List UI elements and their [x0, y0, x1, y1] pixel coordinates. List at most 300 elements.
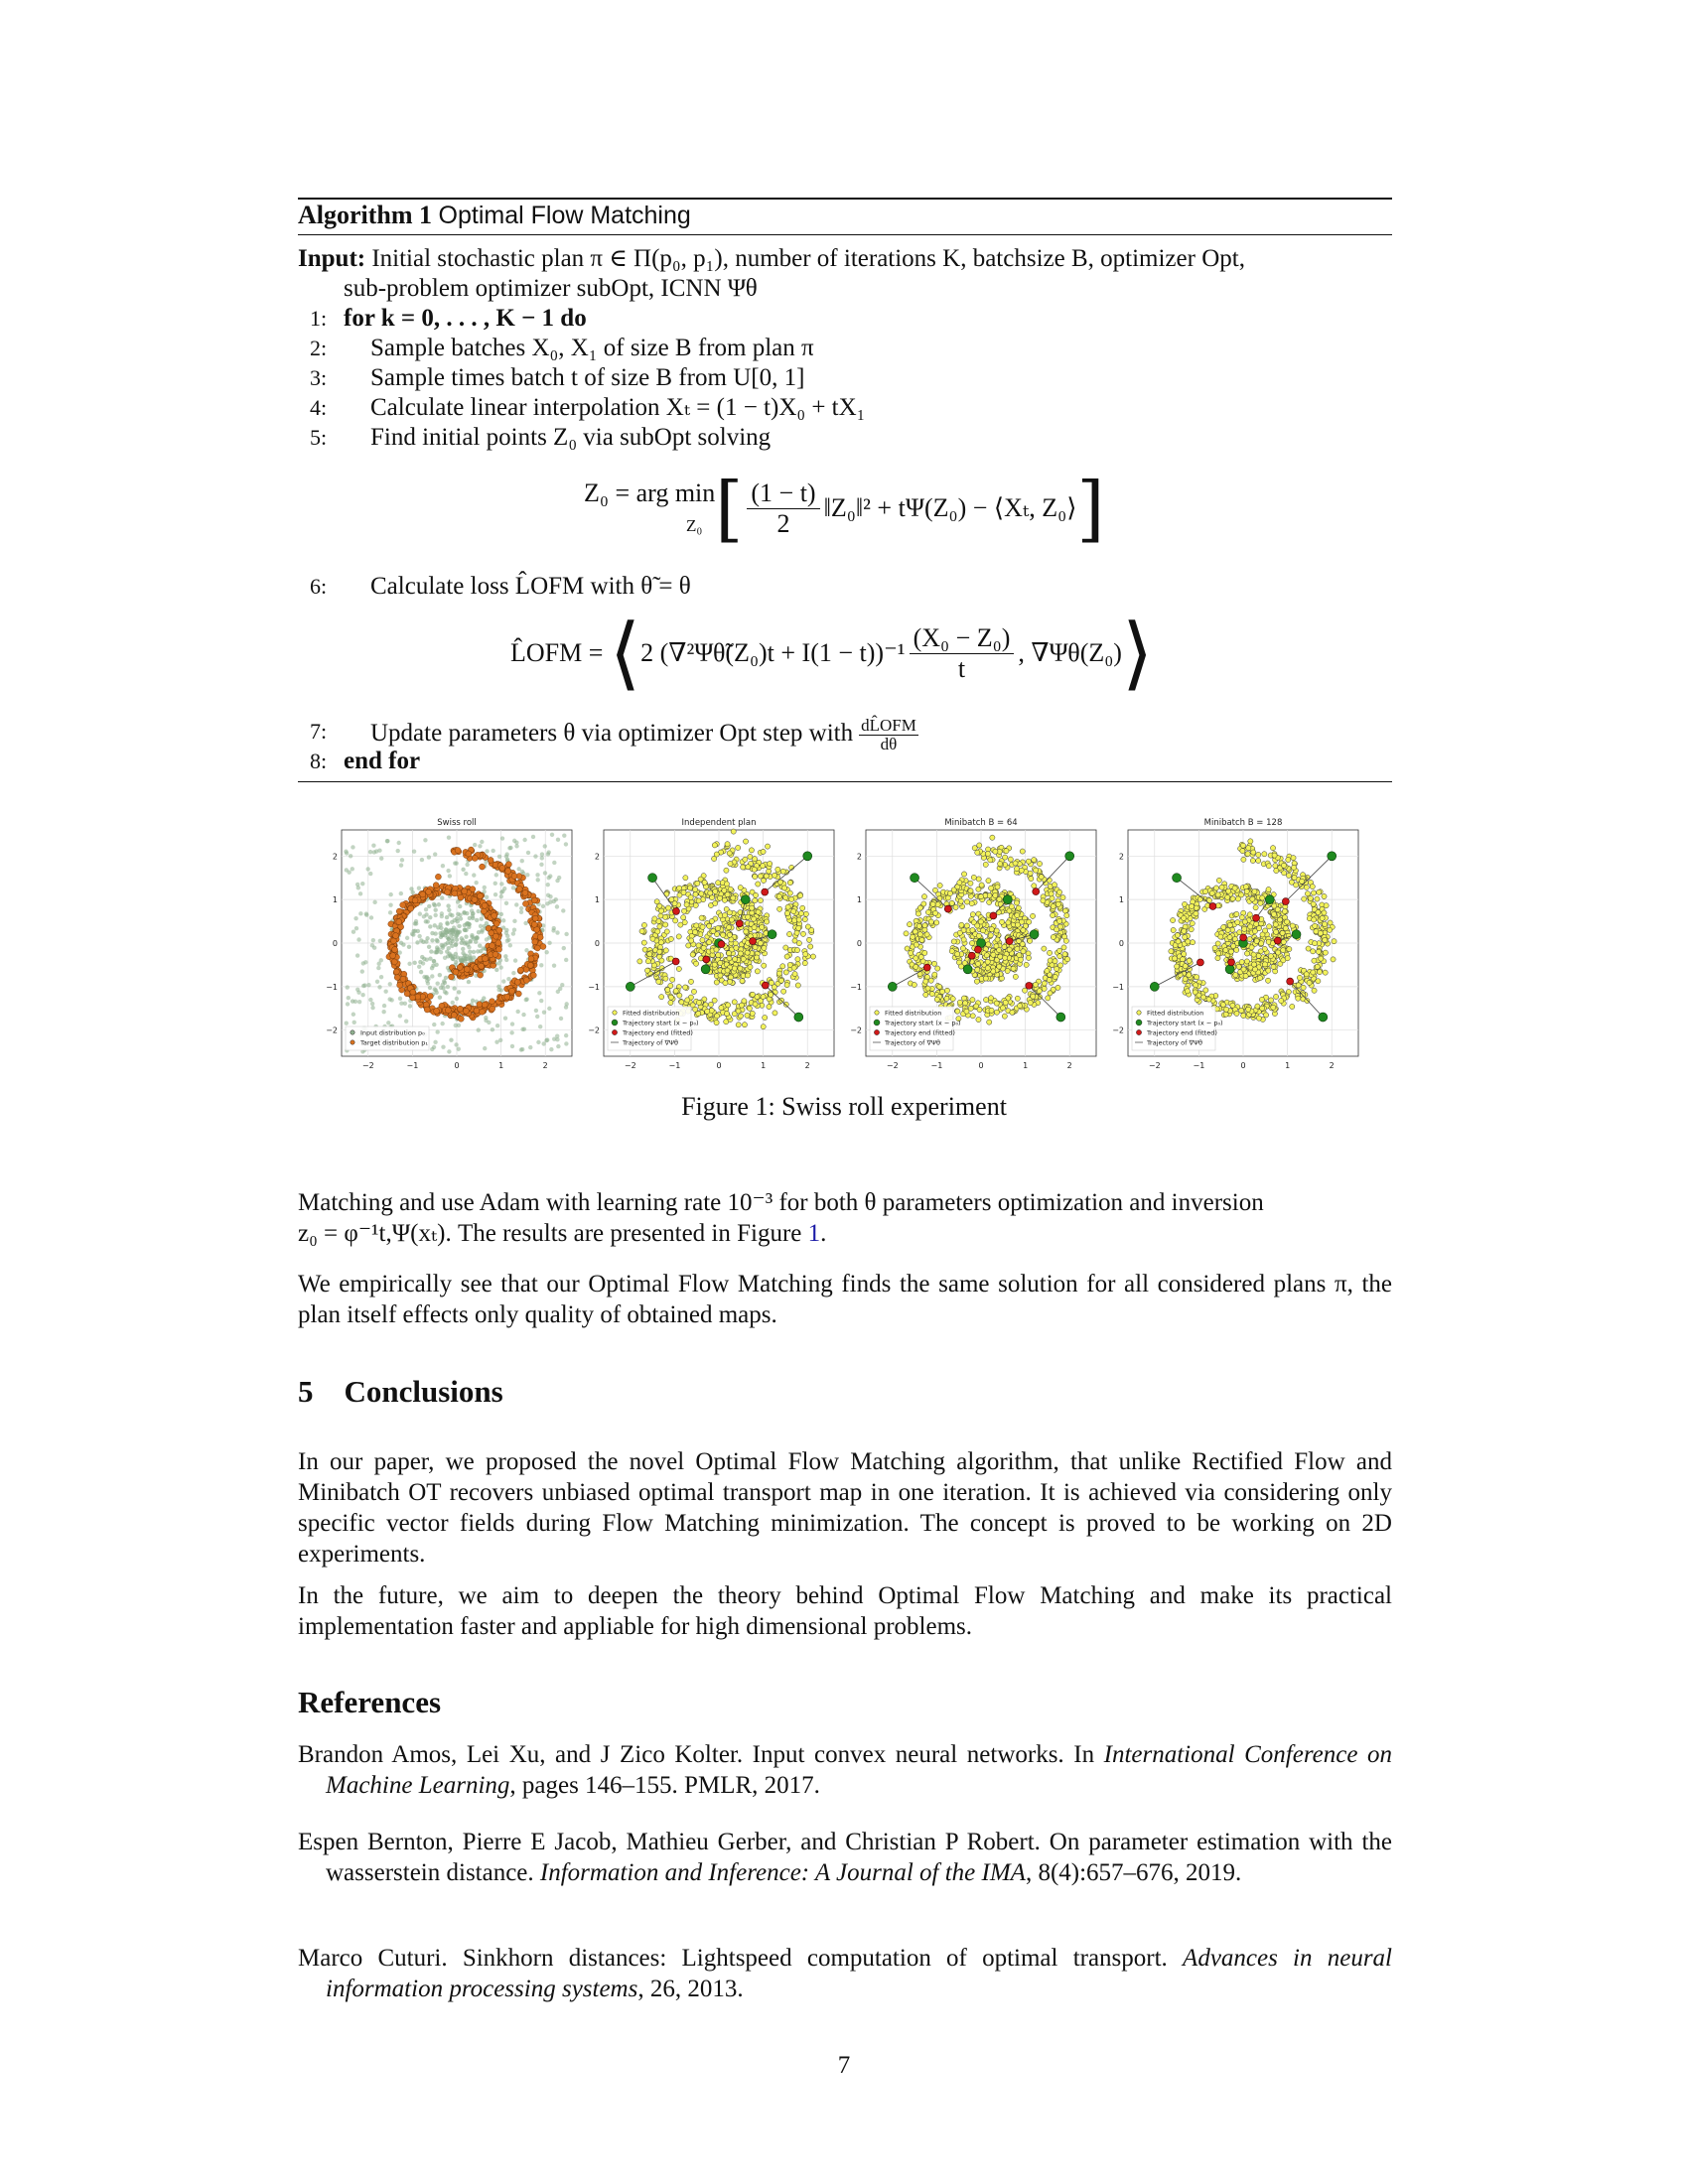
- trajectory-start: [1292, 930, 1301, 939]
- input-point: [447, 908, 451, 912]
- fitted-point: [775, 867, 780, 872]
- fitted-point: [961, 872, 966, 877]
- x-tick-label: 0: [716, 1061, 722, 1070]
- input-point: [388, 902, 392, 906]
- input-point: [552, 861, 556, 865]
- fitted-point: [1271, 964, 1276, 969]
- fitted-point: [1189, 927, 1194, 932]
- input-point: [357, 1000, 361, 1004]
- input-point: [449, 1037, 453, 1041]
- page-number: 7: [837, 2052, 851, 2079]
- fitted-point: [962, 1001, 967, 1006]
- input-point: [500, 836, 504, 840]
- input-point: [420, 955, 424, 959]
- fitted-point: [1305, 891, 1310, 896]
- fitted-point: [673, 918, 678, 923]
- input-point: [515, 1010, 519, 1014]
- fitted-point: [687, 886, 692, 890]
- input-point: [452, 955, 456, 959]
- fitted-point: [914, 942, 918, 947]
- fitted-point: [691, 989, 696, 994]
- input-point: [399, 891, 403, 895]
- fitted-point: [765, 919, 770, 924]
- fitted-point: [696, 1011, 701, 1016]
- fitted-point: [786, 931, 791, 936]
- fitted-point: [1322, 921, 1327, 926]
- target-point: [451, 1013, 457, 1019]
- target-point: [448, 974, 454, 980]
- input-point: [345, 1022, 349, 1025]
- equation-argmin: Z₀ = arg min Z₀ [ $\frac{(1 - t)}{2}$ ‖Z₀‖² + tΨ(Z₀) − ⟨Xₜ, Z₀⟩]: [584, 467, 1105, 550]
- step-number: 8:: [310, 749, 328, 773]
- input-point: [351, 999, 354, 1003]
- input-point: [433, 908, 437, 912]
- x-tick-label: −2: [1148, 1061, 1161, 1070]
- trajectory-start: [701, 965, 710, 974]
- fitted-point: [950, 997, 955, 1002]
- input-point: [503, 954, 507, 958]
- input-point: [457, 924, 461, 928]
- trajectory-end: [974, 946, 981, 953]
- fitted-point: [745, 973, 750, 978]
- fitted-point: [977, 1007, 982, 1012]
- fitted-point: [1312, 941, 1317, 946]
- fitted-point: [658, 940, 663, 945]
- input-point: [439, 926, 443, 930]
- fitted-point: [1262, 852, 1267, 857]
- fitted-point: [776, 893, 781, 898]
- fitted-point: [928, 978, 933, 983]
- fitted-point: [718, 973, 723, 978]
- fitted-point: [1266, 887, 1271, 891]
- target-point: [472, 855, 478, 861]
- fitted-point: [1241, 1013, 1246, 1018]
- input-point: [349, 854, 352, 858]
- reference-item: Marco Cuturi. Sinkhorn distances: Lightspeed computation of optimal transport. Advances in neural information processing systems, 26, 2013.: [298, 1945, 1392, 2002]
- target-point: [499, 865, 505, 871]
- fitted-point: [1021, 927, 1026, 932]
- fitted-point: [1250, 896, 1255, 901]
- input-point: [427, 945, 431, 949]
- input-point: [468, 950, 472, 954]
- fitted-point: [997, 896, 1002, 901]
- fitted-point: [934, 997, 939, 1002]
- legend-label: Trajectory start (x ~ p₀): [1147, 1019, 1223, 1027]
- fitted-point: [1248, 924, 1253, 929]
- algorithm-top-rule: [298, 198, 1392, 200]
- fitted-point: [762, 963, 767, 968]
- fitted-point: [1175, 932, 1180, 937]
- fitted-point: [970, 998, 975, 1003]
- x-tick-label: 0: [978, 1061, 984, 1070]
- fitted-point: [1317, 889, 1322, 894]
- fitted-point: [1300, 879, 1305, 884]
- target-point: [474, 1008, 480, 1014]
- fitted-point: [932, 887, 937, 892]
- target-point: [492, 933, 498, 939]
- fitted-point: [1047, 977, 1052, 982]
- input-point: [510, 1044, 514, 1048]
- fitted-point: [678, 922, 683, 927]
- fitted-point: [699, 915, 704, 920]
- fitted-point: [1202, 889, 1207, 894]
- input-point: [548, 894, 552, 898]
- fitted-point: [1064, 957, 1069, 962]
- fitted-point: [912, 982, 916, 987]
- target-point: [492, 912, 497, 918]
- y-tick-label: −2: [588, 1025, 600, 1035]
- fitted-point: [986, 879, 991, 884]
- fitted-point: [1273, 994, 1278, 999]
- input-point: [476, 949, 480, 953]
- trajectory-start: [1150, 982, 1159, 991]
- target-point: [434, 1008, 440, 1014]
- fitted-point: [668, 1000, 673, 1005]
- fitted-point: [922, 923, 927, 928]
- target-point: [445, 1008, 451, 1014]
- fitted-point: [1331, 957, 1336, 962]
- fitted-point: [993, 849, 998, 854]
- legend-marker: [1136, 1020, 1142, 1025]
- fitted-point: [642, 947, 647, 952]
- fitted-point: [780, 869, 785, 874]
- fitted-point: [957, 1000, 962, 1005]
- fitted-point: [744, 929, 749, 934]
- fitted-point: [714, 1014, 719, 1019]
- y-tick-label: 1: [332, 895, 338, 905]
- input-point: [446, 985, 450, 989]
- fitted-point: [1306, 946, 1311, 951]
- fitted-point: [724, 868, 729, 873]
- fitted-point: [745, 1013, 750, 1018]
- fitted-point: [665, 987, 670, 992]
- fitted-point: [1318, 930, 1323, 935]
- fitted-point: [722, 897, 727, 902]
- fitted-point: [1022, 988, 1027, 993]
- input-point: [383, 990, 387, 994]
- fitted-point: [1055, 985, 1060, 990]
- fitted-point: [714, 852, 719, 857]
- fitted-point: [1034, 868, 1039, 873]
- fitted-point: [1248, 839, 1253, 844]
- fitted-point: [708, 1002, 713, 1007]
- fitted-point: [989, 927, 994, 932]
- fitted-point: [784, 910, 789, 915]
- input-point: [347, 996, 351, 1000]
- input-point: [555, 904, 559, 908]
- input-point: [546, 850, 550, 854]
- input-point: [510, 1022, 514, 1025]
- target-point: [516, 887, 522, 892]
- fitted-point: [1187, 973, 1192, 978]
- fitted-point: [700, 937, 705, 942]
- fitted-point: [914, 956, 918, 961]
- fitted-point: [1291, 865, 1296, 870]
- fitted-point: [794, 948, 799, 953]
- algorithm-input-line-2: sub-problem optimizer subOpt, ICNN Ψθ: [344, 275, 758, 302]
- fitted-point: [681, 915, 686, 920]
- input-point: [467, 980, 471, 984]
- figure-link[interactable]: 1: [807, 1220, 821, 1247]
- step-number: 6:: [310, 574, 328, 599]
- fitted-point: [1268, 998, 1273, 1003]
- fitted-point: [994, 1010, 999, 1015]
- fitted-point: [783, 895, 788, 900]
- input-point: [444, 991, 448, 995]
- input-point: [432, 1023, 436, 1026]
- fitted-point: [1042, 946, 1047, 951]
- fitted-point: [1032, 857, 1037, 862]
- fitted-point: [709, 918, 714, 923]
- fitted-point: [1061, 945, 1066, 950]
- fitted-point: [929, 992, 934, 997]
- fitted-point: [995, 937, 1000, 942]
- fitted-point: [778, 978, 783, 983]
- input-point: [526, 851, 530, 855]
- x-tick-label: 1: [1023, 1061, 1029, 1070]
- input-point: [355, 988, 359, 992]
- fitted-point: [693, 891, 698, 896]
- input-point: [433, 903, 437, 907]
- fitted-point: [932, 910, 937, 915]
- input-point: [499, 890, 503, 894]
- figure-caption: Figure 1: Swiss roll experiment: [681, 1092, 1007, 1121]
- fitted-point: [978, 894, 983, 899]
- fitted-point: [1277, 917, 1282, 922]
- input-point: [545, 901, 549, 905]
- input-point: [494, 968, 498, 972]
- algorithm-bottom-rule: [298, 781, 1392, 782]
- fitted-point: [1014, 900, 1019, 905]
- target-point: [404, 991, 410, 997]
- fitted-point: [991, 952, 996, 957]
- input-point: [457, 1047, 461, 1051]
- input-point: [525, 873, 529, 877]
- step-number: 2:: [310, 336, 328, 360]
- legend-marker: [874, 1020, 880, 1025]
- fitted-point: [1276, 950, 1281, 955]
- fitted-point: [689, 938, 694, 943]
- panel-title: Swiss roll: [437, 818, 477, 828]
- fitted-point: [993, 892, 998, 897]
- target-point: [392, 947, 398, 953]
- fitted-point: [1021, 949, 1026, 954]
- input-point: [441, 1044, 445, 1048]
- input-point: [418, 960, 422, 964]
- legend-label: Input distribution p₀: [360, 1028, 425, 1037]
- input-point: [441, 986, 445, 990]
- fitted-point: [985, 966, 990, 971]
- input-point: [541, 904, 545, 908]
- fitted-point: [913, 929, 917, 934]
- fitted-point: [914, 964, 918, 969]
- fitted-point: [663, 976, 668, 981]
- input-point: [430, 966, 434, 970]
- fitted-point: [1024, 962, 1029, 967]
- fitted-point: [1014, 867, 1019, 872]
- fitted-point: [747, 1006, 752, 1011]
- y-tick-label: 2: [594, 852, 600, 862]
- fitted-point: [1011, 966, 1016, 971]
- fitted-point: [1282, 908, 1287, 913]
- input-point: [555, 930, 559, 934]
- input-point: [450, 944, 454, 948]
- fitted-point: [1002, 1014, 1007, 1019]
- input-point: [453, 861, 457, 865]
- input-point: [420, 858, 424, 862]
- input-point: [409, 887, 413, 890]
- input-point: [433, 931, 437, 935]
- step-number: 7:: [310, 719, 328, 744]
- legend-label: Trajectory of ∇Ψθ: [1147, 1038, 1202, 1047]
- fitted-point: [1313, 923, 1318, 928]
- target-point: [426, 888, 432, 894]
- fitted-point: [702, 880, 707, 885]
- fitted-point: [663, 922, 668, 927]
- fitted-point: [754, 955, 759, 960]
- y-tick-label: −1: [588, 982, 600, 992]
- input-point: [418, 911, 422, 915]
- trajectory-end: [990, 912, 997, 919]
- fitted-point: [1227, 935, 1232, 940]
- fitted-point: [681, 908, 686, 913]
- fitted-point: [647, 952, 652, 957]
- fitted-point: [1267, 924, 1272, 929]
- input-point: [496, 985, 500, 989]
- fitted-point: [694, 923, 699, 928]
- input-point: [352, 1021, 356, 1024]
- target-point: [522, 900, 528, 906]
- target-point: [482, 1002, 488, 1008]
- input-point: [377, 849, 381, 853]
- fitted-point: [753, 1002, 758, 1007]
- trajectory-start: [963, 965, 972, 974]
- fitted-point: [1054, 927, 1058, 932]
- fitted-point: [1284, 919, 1289, 924]
- input-point: [368, 998, 372, 1002]
- input-point: [461, 868, 465, 872]
- input-point: [539, 963, 543, 967]
- fitted-point: [714, 1021, 719, 1025]
- input-point: [499, 912, 503, 916]
- input-point: [461, 947, 465, 951]
- input-point: [542, 1010, 546, 1014]
- fitted-point: [1015, 912, 1020, 917]
- input-point: [471, 916, 475, 920]
- input-point: [430, 1047, 434, 1051]
- fitted-point: [1301, 985, 1306, 990]
- fitted-point: [732, 966, 737, 971]
- input-point: [445, 915, 449, 919]
- fitted-point: [1028, 938, 1033, 943]
- fitted-point: [988, 886, 993, 890]
- legend-marker: [613, 1011, 617, 1015]
- y-tick-label: −1: [326, 982, 338, 992]
- input-point: [450, 928, 454, 932]
- fitted-point: [752, 857, 757, 862]
- input-point: [473, 843, 477, 847]
- fitted-point: [1240, 843, 1245, 848]
- input-point: [540, 852, 544, 856]
- target-point: [393, 933, 399, 939]
- fitted-point: [655, 929, 660, 934]
- fitted-point: [795, 983, 800, 988]
- fitted-point: [970, 1014, 975, 1019]
- fitted-point: [1304, 885, 1309, 889]
- target-point: [477, 893, 483, 899]
- input-point: [555, 879, 559, 883]
- x-tick-label: −2: [624, 1061, 636, 1070]
- input-point: [556, 1044, 560, 1048]
- fitted-point: [921, 894, 926, 899]
- fitted-point: [985, 959, 990, 964]
- fitted-point: [961, 996, 966, 1001]
- fitted-point: [998, 901, 1003, 906]
- fitted-point: [1270, 846, 1275, 851]
- target-point: [517, 967, 523, 973]
- fitted-point: [762, 945, 767, 950]
- trajectory-end: [1240, 934, 1247, 941]
- fitted-point: [1323, 970, 1328, 975]
- fitted-point: [707, 940, 712, 945]
- input-point: [502, 887, 506, 890]
- input-point: [428, 957, 432, 961]
- fitted-point: [1323, 950, 1328, 955]
- fitted-point: [1308, 895, 1313, 900]
- fitted-point: [957, 881, 962, 886]
- panel-title: Independent plan: [681, 818, 757, 828]
- input-point: [399, 863, 403, 867]
- trajectory-end: [762, 982, 769, 989]
- fitted-point: [1019, 868, 1024, 873]
- fitted-point: [1266, 968, 1271, 973]
- fitted-point: [998, 954, 1003, 959]
- target-point: [496, 946, 502, 952]
- fitted-point: [1322, 893, 1327, 898]
- input-point: [511, 931, 515, 935]
- input-point: [378, 939, 382, 943]
- fitted-point: [1312, 958, 1317, 963]
- fitted-point: [724, 882, 729, 887]
- fitted-point: [783, 1002, 788, 1007]
- input-point: [434, 963, 438, 967]
- fitted-point: [1005, 968, 1010, 973]
- fitted-point: [743, 857, 748, 862]
- fitted-point: [1190, 903, 1195, 908]
- fitted-point: [727, 851, 732, 856]
- fitted-point: [1272, 903, 1277, 908]
- legend-label: Trajectory end (fitted): [1147, 1028, 1217, 1037]
- fitted-point: [928, 919, 933, 924]
- fitted-point: [1030, 913, 1035, 918]
- fitted-point: [1307, 980, 1312, 985]
- input-point: [559, 1017, 563, 1021]
- legend-label: Trajectory end (fitted): [623, 1028, 693, 1037]
- fitted-point: [1190, 940, 1195, 945]
- fitted-point: [699, 891, 704, 896]
- fitted-point: [1247, 912, 1252, 917]
- trajectory-end: [750, 938, 757, 945]
- input-point: [480, 916, 484, 920]
- input-point: [480, 840, 484, 844]
- fitted-point: [663, 948, 668, 953]
- fitted-point: [1290, 1004, 1295, 1009]
- fitted-point: [791, 909, 796, 914]
- fitted-point: [650, 936, 655, 941]
- fitted-point: [726, 951, 731, 956]
- fitted-point: [1292, 875, 1297, 880]
- target-point: [435, 874, 441, 880]
